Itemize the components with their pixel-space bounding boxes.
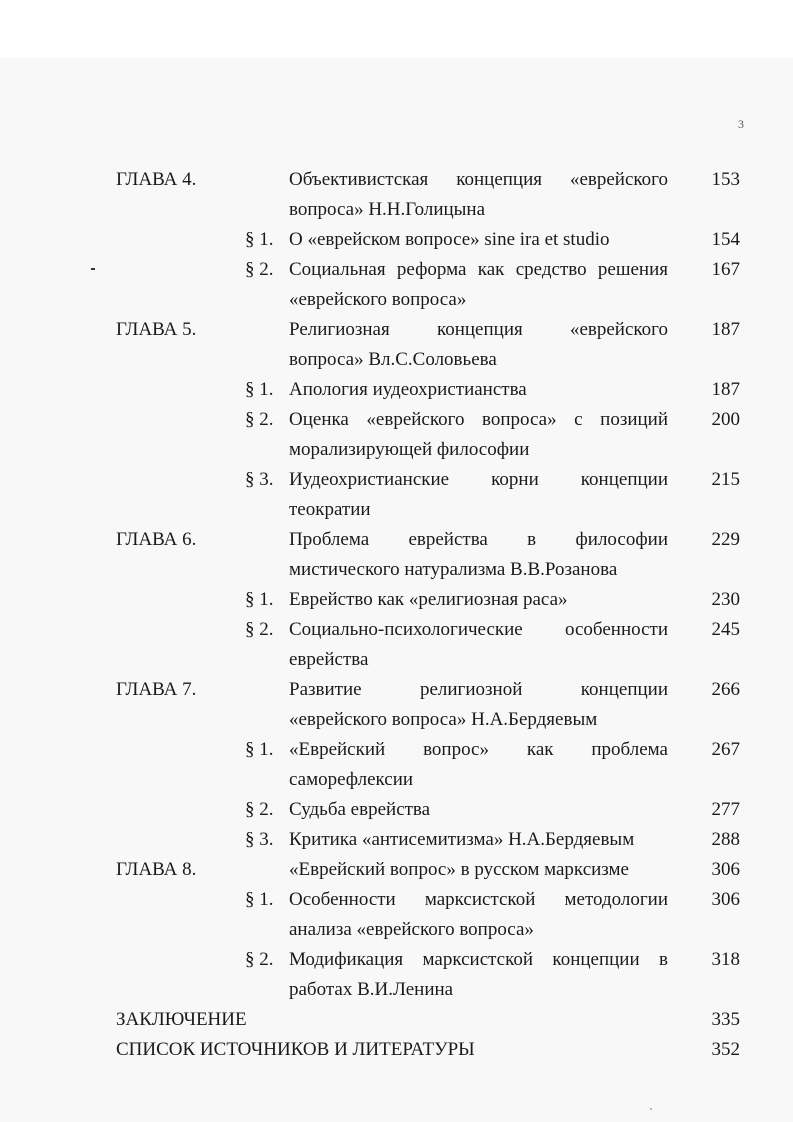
- entry-title: [289, 735, 668, 795]
- section-label: § 2.: [245, 409, 274, 430]
- entry-page-number: 335: [711, 1009, 740, 1030]
- entry-title-line: Развитие религиозной концепции: [289, 679, 668, 700]
- entry-title-line: «еврейского вопроса» Н.А.Бердяевым: [289, 709, 598, 730]
- entry-title: [289, 945, 668, 1005]
- entry-title: [289, 525, 668, 585]
- entry-title: [289, 885, 668, 945]
- entry-title-line: «Еврейский вопрос» в русском марксизме: [289, 859, 629, 880]
- entry-page-number: 306: [711, 859, 740, 880]
- section-label: § 3.: [245, 829, 274, 850]
- entry-title-line: саморефлексии: [289, 769, 414, 790]
- toc-chapter-entry[interactable]: [0, 675, 793, 735]
- entry-title-line: еврейства: [289, 649, 369, 670]
- chapter-label: ГЛАВА 6.: [116, 529, 197, 550]
- entry-title: [289, 315, 668, 375]
- entry-page-number: 306: [711, 889, 740, 910]
- toc-section-entry[interactable]: [0, 735, 793, 795]
- entry-page-number: 187: [711, 319, 740, 340]
- entry-title: [289, 465, 668, 525]
- entry-title-line: Еврейство как «религиозная раса»: [289, 589, 568, 610]
- toc-section-entry[interactable]: [0, 885, 793, 945]
- entry-page-number: 267: [711, 739, 740, 760]
- toc-chapter-entry[interactable]: [0, 525, 793, 585]
- entry-title: [289, 675, 668, 735]
- entry-page-number: 229: [711, 529, 740, 550]
- entry-title-line: анализа «еврейского вопроса»: [289, 919, 534, 940]
- entry-page-number: 266: [711, 679, 740, 700]
- entry-title: [289, 795, 668, 825]
- chapter-label: ГЛАВА 8.: [116, 859, 197, 880]
- toc-section-entry[interactable]: [0, 255, 793, 315]
- toc-section-entry[interactable]: [0, 615, 793, 675]
- entry-title-line: теократии: [289, 499, 371, 520]
- entry-title: [289, 855, 668, 885]
- entry-title: [289, 825, 668, 855]
- entry-title: [289, 615, 668, 675]
- toc-section-entry[interactable]: [0, 405, 793, 465]
- entry-title: [289, 225, 668, 255]
- entry-title-line: Социально-психологические особенности: [289, 619, 668, 640]
- toc-chapter-entry[interactable]: [0, 165, 793, 225]
- entry-title-line: Модификация марксистской концепции в: [289, 949, 668, 970]
- toc-chapter-entry[interactable]: [0, 855, 793, 885]
- entry-title: [289, 375, 668, 405]
- section-label: § 2.: [245, 949, 274, 970]
- entry-title-line: Религиозная концепция «еврейского: [289, 319, 668, 340]
- chapter-label: ГЛАВА 4.: [116, 169, 197, 190]
- toc-section-entry[interactable]: [0, 945, 793, 1005]
- entry-title-line: Иудеохристианские корни концепции: [289, 469, 668, 490]
- entry-page-number: 167: [711, 259, 740, 280]
- entry-title-line: мистического натурализма В.В.Розанова: [289, 559, 618, 580]
- entry-title-line: «еврейского вопроса»: [289, 289, 467, 310]
- entry-title-line: О «еврейском вопросе» sine ira et studio: [289, 229, 610, 250]
- entry-page-number: 318: [711, 949, 740, 970]
- toc-final-entry[interactable]: [0, 1005, 793, 1035]
- entry-title-line: Социальная реформа как средство решения: [289, 259, 668, 280]
- entry-title-line: работах В.И.Ленина: [289, 979, 454, 1000]
- entry-page-number: 230: [711, 589, 740, 610]
- entry-title: [289, 585, 668, 615]
- entry-title: СПИСОК ИСТОЧНИКОВ И ЛИТЕРАТУРЫ: [116, 1039, 475, 1060]
- entry-title-line: Судьба еврейства: [289, 799, 431, 820]
- page-number: 3: [738, 117, 744, 131]
- section-label: § 1.: [245, 589, 274, 610]
- section-label: § 3.: [245, 469, 274, 490]
- entry-title-line: вопроса» Вл.С.Соловьева: [289, 349, 497, 370]
- entry-title-line: Критика «антисемитизма» Н.А.Бердяевым: [289, 829, 635, 850]
- entry-title-line: Оценка «еврейского вопроса» с позиций: [289, 409, 668, 430]
- section-label: § 2.: [245, 799, 274, 820]
- entry-title-line: Особенности марксистской методологии: [289, 889, 668, 910]
- entry-page-number: 200: [711, 409, 740, 430]
- entry-page-number: 352: [711, 1039, 740, 1060]
- toc-section-entry[interactable]: [0, 795, 793, 825]
- entry-title-line: Проблема еврейства в философии: [289, 529, 668, 550]
- entry-page-number: 245: [711, 619, 740, 640]
- section-label: § 1.: [245, 379, 274, 400]
- entry-title: ЗАКЛЮЧЕНИЕ: [116, 1009, 247, 1030]
- entry-page-number: 288: [711, 829, 740, 850]
- scan-dot: [650, 1108, 652, 1110]
- toc-section-entry[interactable]: [0, 825, 793, 855]
- toc-section-entry[interactable]: [0, 465, 793, 525]
- entry-page-number: 154: [711, 229, 740, 250]
- entry-title-line: морализирующей философии: [289, 439, 530, 460]
- toc-final-entry[interactable]: [0, 1035, 793, 1065]
- entry-page-number: 187: [711, 379, 740, 400]
- chapter-label: ГЛАВА 5.: [116, 319, 197, 340]
- section-label: § 2.: [245, 259, 274, 280]
- toc-section-entry[interactable]: [0, 585, 793, 615]
- entry-title: [289, 165, 668, 225]
- entry-title-line: Объективистская концепция «еврейского: [289, 169, 668, 190]
- toc-section-entry[interactable]: [0, 375, 793, 405]
- entry-title: [289, 255, 668, 315]
- toc-chapter-entry[interactable]: [0, 315, 793, 375]
- toc-section-entry[interactable]: [0, 225, 793, 255]
- entry-title-line: «Еврейский вопрос» как проблема: [289, 739, 668, 760]
- entry-page-number: 215: [711, 469, 740, 490]
- section-label: § 2.: [245, 619, 274, 640]
- entry-title-line: Апология иудеохристианства: [289, 379, 527, 400]
- entry-page-number: 153: [711, 169, 740, 190]
- chapter-label: ГЛАВА 7.: [116, 679, 197, 700]
- table-of-contents: [0, 165, 793, 1065]
- entry-page-number: 277: [711, 799, 740, 820]
- section-label: § 1.: [245, 229, 274, 250]
- section-label: § 1.: [245, 889, 274, 910]
- entry-title: [289, 405, 668, 465]
- entry-title-line: вопроса» Н.Н.Голицына: [289, 199, 486, 220]
- section-label: § 1.: [245, 739, 274, 760]
